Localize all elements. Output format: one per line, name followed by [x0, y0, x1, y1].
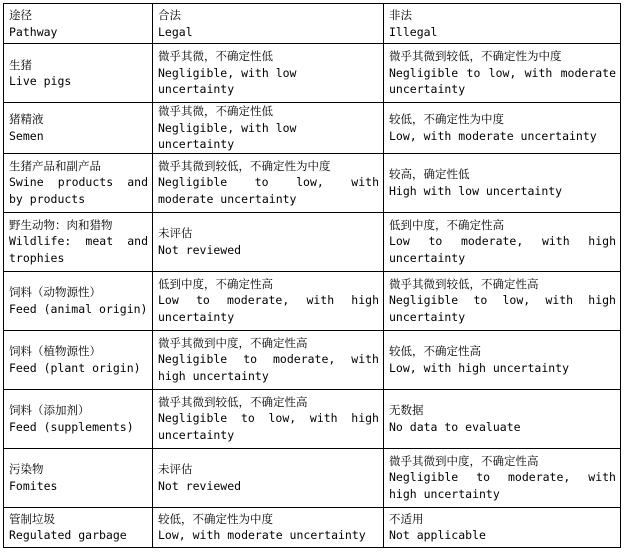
risk-assessment-table	[3, 3, 621, 548]
illegal-en: No data to evaluate	[389, 419, 521, 434]
pathway-en: Feed (plant origin)	[9, 360, 141, 375]
header-illegal	[384, 4, 621, 44]
pathway-zh: 污染物	[9, 462, 44, 476]
legal-en: Negligible to low, with moderate uncertainty	[158, 175, 379, 206]
table-row	[4, 44, 621, 103]
pathway-zh: 猪精液	[9, 112, 44, 127]
legal-zh: 较低，不确定性为中度	[158, 511, 273, 526]
pathway-cell	[4, 448, 153, 507]
pathway-en: Wildlife: meat and trophies	[9, 234, 148, 265]
illegal-zh: 微乎其微到较低，不确定性高	[389, 276, 539, 291]
illegal-en: Negligible to low, with moderate uncertainty	[389, 65, 616, 97]
legal-cell	[153, 389, 384, 448]
illegal-cell	[384, 389, 621, 448]
illegal-cell	[384, 271, 621, 330]
legal-cell	[153, 507, 384, 547]
table-row	[4, 271, 621, 330]
illegal-zh: 微乎其微到中度，不确定性高	[389, 453, 539, 468]
pathway-cell	[4, 271, 153, 330]
legal-zh: 未评估	[158, 462, 193, 476]
illegal-en: Low to moderate, with high uncertainty	[389, 234, 616, 265]
illegal-zh: 不适用	[389, 511, 424, 526]
illegal-zh: 较高，确定性低	[389, 167, 470, 181]
illegal-zh: 较低，不确定性高	[389, 344, 481, 358]
illegal-en: High with low uncertainty	[389, 183, 563, 198]
pathway-zh: 饲料（添加剂）	[9, 403, 90, 417]
legal-zh: 低到中度，不确定性高	[158, 276, 273, 291]
legal-zh: 微乎其微到中度，不确定性高	[158, 335, 308, 350]
pathway-cell	[4, 507, 153, 547]
illegal-zh: 低到中度，不确定性高	[389, 217, 504, 232]
legal-zh: 微乎其微到较低，不确定性高	[158, 394, 308, 409]
illegal-en: Not applicable	[389, 528, 486, 542]
header-row	[4, 4, 621, 44]
pathway-zh: 生猪	[9, 57, 32, 72]
illegal-cell	[384, 103, 621, 154]
illegal-zh: 微乎其微到较低，不确定性为中度	[389, 49, 562, 64]
legal-cell	[153, 103, 384, 154]
table-row	[4, 153, 621, 212]
legal-cell	[153, 212, 384, 271]
header-illegal-en: Illegal	[389, 24, 438, 39]
legal-en: Negligible to moderate, with high uncertainty	[158, 352, 379, 383]
illegal-cell	[384, 448, 621, 507]
legal-en: Negligible, with low uncertainty	[158, 120, 297, 151]
illegal-cell	[384, 44, 621, 103]
pathway-cell	[4, 212, 153, 271]
pathway-en: Swine products and by products	[9, 175, 148, 206]
table-row	[4, 448, 621, 507]
legal-cell	[153, 153, 384, 212]
table-row	[4, 507, 621, 547]
legal-en: Not reviewed	[158, 478, 242, 493]
header-legal-zh: 合法	[158, 8, 181, 22]
illegal-cell	[384, 153, 621, 212]
legal-cell	[153, 330, 384, 389]
legal-zh: 微乎其微，不确定性低	[158, 104, 273, 118]
legal-en: Not reviewed	[158, 242, 242, 257]
table-body	[4, 44, 621, 548]
pathway-zh: 饲料（动物源性）	[9, 285, 101, 299]
pathway-en: Live pigs	[9, 74, 72, 88]
pathway-cell	[4, 103, 153, 154]
header-illegal-zh: 非法	[389, 8, 412, 22]
legal-en: Negligible, with low uncertainty	[158, 65, 297, 97]
illegal-en: Negligible to moderate, with high uncertainty	[389, 470, 616, 501]
header-pathway-en: Pathway	[9, 24, 58, 39]
table-header	[4, 4, 621, 44]
illegal-zh: 较低，不确定性为中度	[389, 112, 504, 127]
header-pathway-zh: 途径	[9, 8, 32, 22]
legal-en: Low to moderate, with high uncertainty	[158, 293, 379, 324]
pathway-cell	[4, 330, 153, 389]
table-row	[4, 389, 621, 448]
pathway-en: Fomites	[9, 478, 58, 493]
pathway-en: Feed (animal origin)	[9, 301, 148, 316]
legal-zh: 微乎其微到较低，不确定性为中度	[158, 158, 331, 173]
illegal-cell	[384, 507, 621, 547]
pathway-cell	[4, 153, 153, 212]
illegal-cell	[384, 330, 621, 389]
table-row	[4, 212, 621, 271]
legal-en: Negligible to low, with high uncertainty	[158, 411, 379, 442]
pathway-en: Regulated garbage	[9, 528, 127, 542]
pathway-en: Feed (supplements)	[9, 419, 134, 434]
legal-cell	[153, 44, 384, 103]
header-legal-en: Legal	[158, 24, 193, 39]
header-pathway	[4, 4, 153, 44]
pathway-cell	[4, 44, 153, 103]
pathway-zh: 饲料（植物源性）	[9, 344, 101, 358]
legal-zh: 微乎其微，不确定性低	[158, 49, 273, 64]
pathway-zh: 生猪产品和副产品	[9, 158, 101, 173]
header-legal	[153, 4, 384, 44]
legal-cell	[153, 271, 384, 330]
illegal-en: Negligible to low, with high uncertainty	[389, 293, 616, 324]
legal-zh: 未评估	[158, 226, 193, 240]
pathway-zh: 野生动物：肉和猎物	[9, 217, 113, 232]
illegal-zh: 无数据	[389, 403, 424, 417]
illegal-cell	[384, 212, 621, 271]
illegal-en: Low, with high uncertainty	[389, 360, 570, 375]
legal-en: Low, with moderate uncertainty	[158, 528, 366, 542]
illegal-en: Low, with moderate uncertainty	[389, 128, 597, 143]
legal-cell	[153, 448, 384, 507]
table-row	[4, 330, 621, 389]
pathway-zh: 管制垃圾	[9, 511, 55, 526]
pathway-cell	[4, 389, 153, 448]
pathway-en: Semen	[9, 128, 44, 143]
table-row	[4, 103, 621, 154]
